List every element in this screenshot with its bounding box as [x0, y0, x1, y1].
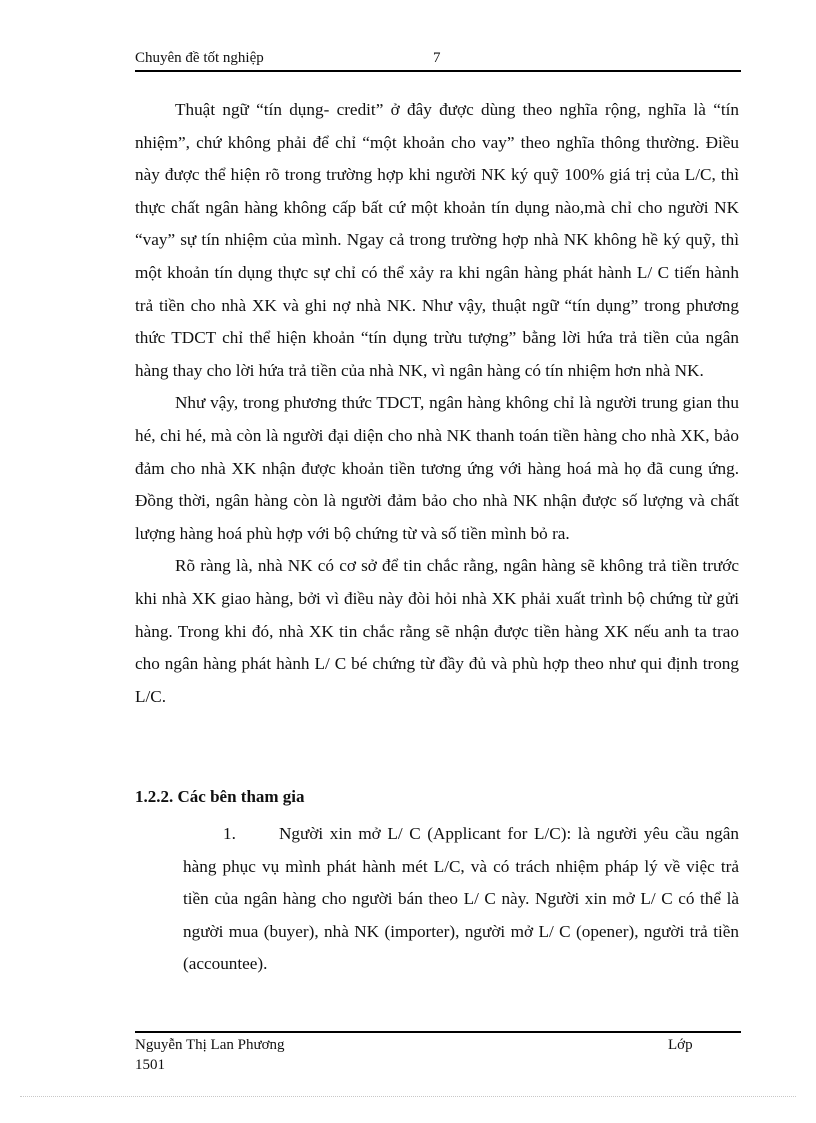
list-item-number: 1.: [223, 824, 236, 843]
paragraph-1: Thuật ngữ “tín dụng- credit” ở đây được dùng theo nghĩa rộng, nghĩa là “tín nhiệm”, chứ không phải để chỉ “một khoản cho vay” theo nghĩa thông thường. Điều này được thể hiện rõ trong trường hợp khi người NK ký quỹ 100% giá trị của L/C, thì thực chất ngân hàng không cấp bất cứ một khoản tín dụng nào,mà chỉ cho người NK “vay” sự tín nhiệm của mình. Ngay cả trong trường hợp nhà NK không hề ký quỹ, thì một khoản tín dụng thực sự chỉ có thể xảy ra khi ngân hàng phát hành L/ C tiến hành trả tiền cho nhà XK và ghi nợ nhà NK. Như vậy, thuật ngữ “tín dụng” trong phương thức TDCT chỉ thể hiện khoản “tín dụng trừu tượng” bằng lời hứa trả tiền của ngân hàng thay cho lời hứa trả tiền của nhà NK, vì ngân hàng có tín nhiệm hơn nhà NK.: [135, 100, 739, 380]
paragraph-2: Như vậy, trong phương thức TDCT, ngân hàng không chỉ là người trung gian thu hé, chi hé, mà còn là người đại diện cho nhà NK thanh toán tiền hàng cho nhà XK, bảo đảm cho nhà XK nhận được khoản tiền tương ứng với hàng hoá mà họ đã cung ứng. Đồng thời, ngân hàng còn là người đảm bảo cho nhà NK nhận được số lượng và chất lượng hàng hoá phù hợp với bộ chứng từ và số tiền mình bỏ ra.: [135, 393, 739, 543]
paragraph-3: Rõ ràng là, nhà NK có cơ sở để tin chắc rằng, ngân hàng sẽ không trả tiền trước khi nhà XK giao hàng, bởi vì điều này đòi hỏi nhà XK phải xuất trình bộ chứng từ gửi hàng. Trong khi đó, nhà XK tin chắc rằng sẽ nhận được tiền hàng XK nếu anh ta trao cho ngân hàng phát hành L/ C bé chứng từ đầy đủ và phù hợp theo như qui định trong L/C.: [135, 556, 739, 706]
footer-class-label: Lớp: [668, 1037, 693, 1053]
footer-author: Nguyễn Thị Lan Phương: [135, 1037, 285, 1053]
page-number: 7: [433, 50, 441, 66]
page-header: [135, 48, 741, 72]
list-item-text: Người xin mở L/ C (Applicant for L/C): là người yêu cầu ngân hàng phục vụ mình phát hành mét L/C, và có trách nhiệm pháp lý về việc trả tiền của ngân hàng cho người bán theo L/ C này. Người xin mở L/ C có thể là người mua (buyer), nhà NK (importer), người mở L/ C (opener), người trả tiền (accountee).: [183, 824, 739, 974]
body-text: [135, 94, 739, 713]
footer-class-code: 1501: [135, 1057, 165, 1073]
footer-divider: [135, 1031, 741, 1033]
document-title: Chuyên đề tốt nghiệp: [135, 50, 264, 66]
page-bottom-dotted-line: [20, 1096, 796, 1097]
list-item: [183, 818, 739, 981]
section-heading: 1.2.2. Các bên tham gia: [135, 787, 305, 806]
